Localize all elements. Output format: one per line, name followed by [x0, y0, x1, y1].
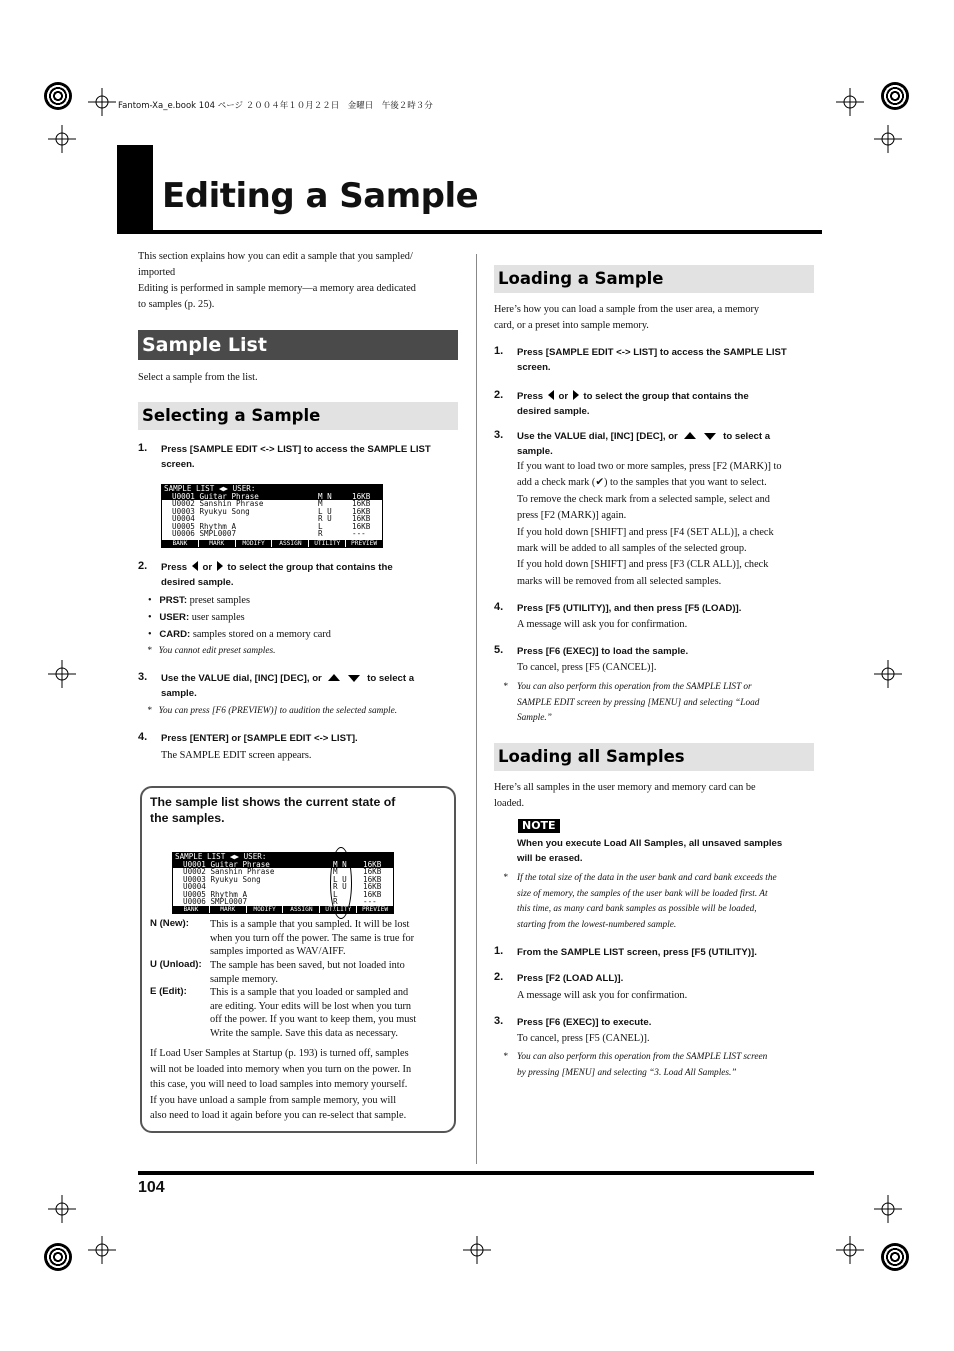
note-text: * You can press [F6 (PREVIEW)] to audition the selected sample. — [147, 706, 398, 716]
registration-mark-icon — [881, 82, 909, 110]
highlight-ellipse — [330, 847, 352, 919]
crosshair-mark-icon — [48, 660, 76, 688]
registration-mark-icon — [881, 1243, 909, 1271]
step-text: Press [F6 (EXEC)] to execute. — [517, 1017, 652, 1028]
step-number: 4. — [138, 731, 148, 743]
note-text: * You cannot edit preset samples. — [147, 646, 276, 656]
right-arrow-icon — [217, 561, 223, 571]
lcd-screen — [161, 484, 383, 548]
lcd-button: PREVIEW — [351, 540, 378, 547]
list-item: • CARD: samples stored on a memory card — [148, 629, 331, 640]
crosshair-mark-icon — [874, 660, 902, 688]
step-text: Press [ENTER] or [SAMPLE EDIT <-> LIST]. — [161, 733, 358, 744]
lcd-row: U0002 Sanshin Phrase M 16KB — [172, 499, 371, 509]
selecting-heading: Selecting a Sample — [138, 402, 458, 430]
note-badge: NOTE — [518, 819, 560, 833]
up-arrow-icon — [684, 432, 696, 439]
page-number: 104 — [138, 1179, 165, 1196]
lcd-row: U0004 R U 16KB — [172, 514, 371, 524]
step-desc: To cancel, press [F5 (CANEL)]. — [517, 1033, 650, 1044]
step-text: Press or to select the group that contains the desired sample. — [161, 562, 393, 588]
lcd-row: U0004 R U 16KB — [183, 882, 382, 892]
step-number: 3. — [138, 671, 148, 683]
lcd-screen — [172, 852, 394, 914]
asterisk: * — [503, 1052, 508, 1062]
step-number: 2. — [494, 389, 504, 401]
callout-heading: The sample list shows the current state of the samples. — [150, 795, 396, 825]
step-text: Press [F2 (LOAD ALL)]. — [517, 973, 624, 984]
step-number: 2. — [494, 971, 504, 983]
intro-text: This section explains how you can edit a sample that you sampled/ imported Editing is performed in sample memory—a memory area dedicated to samples (p. 25). — [138, 251, 416, 310]
definition-list: N (New): This is a sample that you sampled. It will be lost when you turn off the power. The same is true for samples imported as WAV/AIFF. U (Unload): The sample has been saved, but not loaded into sample memory. E (Edit): This is a sample that you loaded or sampled and are editing. Your edits will be lost when you turn off the power. If you want to keep them, you must Write the sample. Save this data as necessary. — [150, 918, 417, 1039]
step-desc: If you want to load two or more samples, press [F2 (MARK)] to add a check mark (✔) to the samples that you want to select. To remove the check mark from a selected sample, select and press [F2 (MARK)] again. If you hold down [SHIFT] and press [F4 (SET ALL)], a check mark will be added to all samples of the selected group. If you hold down [SHIFT] and press [F3 (CLR ALL)], check marks will be removed from all selected samples. — [517, 461, 782, 587]
lcd-function-buttons — [162, 540, 382, 547]
lcd-button: ASSIGN — [272, 540, 309, 547]
asterisk: * — [503, 873, 508, 883]
lcd-button: MARK — [199, 540, 236, 547]
crosshair-mark-icon — [48, 1195, 76, 1223]
step-number: 3. — [494, 1015, 504, 1027]
up-arrow-icon — [328, 674, 340, 681]
left-arrow-icon — [548, 390, 554, 400]
step-text: Press [SAMPLE EDIT <-> LIST] to access the SAMPLE LIST screen. — [161, 444, 431, 470]
lcd-button: MODIFY — [247, 906, 284, 913]
lcd-button: PREVIEW — [362, 906, 389, 913]
note-text: If the total size of the data in the user bank and card bank exceeds the size of memory, the samples of the user bank will be loaded first. At this time, as many card bank samples as possible will be loaded, starting from the lowest-numbered sample. — [517, 873, 777, 930]
title-block — [117, 145, 153, 233]
title-rule — [117, 230, 822, 234]
lcd-button: UTILITY — [309, 540, 346, 547]
crosshair-mark-icon — [463, 1236, 491, 1264]
lcd-button: ASSIGN — [283, 906, 320, 913]
loading-all-intro: Here’s all samples in the user memory and memory card can be loaded. — [494, 782, 756, 809]
step-text: Press [SAMPLE EDIT <-> LIST] to access the SAMPLE LIST screen. — [517, 347, 787, 373]
lcd-title: SAMPLE LIST ◀▶ USER: — [162, 485, 382, 493]
registration-mark-icon — [44, 1243, 72, 1271]
crosshair-mark-icon — [836, 88, 864, 116]
crosshair-mark-icon — [836, 1236, 864, 1264]
lcd-button: BANK — [162, 540, 199, 547]
step-text: Press [F6 (EXEC)] to load the sample. — [517, 646, 689, 657]
step-text: Press or to select the group that contains the desired sample. — [517, 391, 749, 417]
footer-rule — [138, 1171, 814, 1175]
list-item: • USER: user samples — [148, 612, 245, 623]
step-desc: The SAMPLE EDIT screen appears. — [161, 750, 312, 761]
step-number: 1. — [494, 945, 504, 957]
step-text: Press [F5 (UTILITY)], and then press [F5 (LOAD)]. — [517, 603, 742, 614]
loading-all-heading: Loading all Samples — [494, 743, 814, 771]
warning-text: When you execute Load All Samples, all unsaved samples will be erased. — [517, 838, 783, 864]
crosshair-mark-icon — [48, 125, 76, 153]
lcd-row: U0006 SMPL0007 R --- — [172, 528, 366, 538]
left-arrow-icon — [192, 561, 198, 571]
sample-list-desc: Select a sample from the list. — [138, 372, 258, 383]
lcd-function-buttons — [173, 906, 393, 913]
down-arrow-icon — [348, 675, 360, 682]
crosshair-mark-icon — [88, 88, 116, 116]
crosshair-mark-icon — [88, 1236, 116, 1264]
callout-paragraph: If Load User Samples at Startup (p. 193) is turned off, samples will not be loaded into memory when you turn on the power. In this case, you will need to load samples into memory yourself. If you have unload a sample from sample memory, you will also need to load it again before you can re-select that sample. — [150, 1048, 412, 1121]
loading-intro: Here’s how you can load a sample from the user area, a memory card, or a preset into sample memory. — [494, 304, 760, 331]
asterisk: * — [503, 682, 508, 692]
step-text: Use the VALUE dial, [INC] [DEC], or to select a sample. — [161, 673, 415, 699]
lcd-row: U0003 Ryukyu Song L U 16KB — [183, 874, 382, 884]
lcd-row: U0001 Guitar Phrase M N 16KB — [162, 493, 382, 500]
lcd-button: BANK — [173, 906, 210, 913]
lcd-row: U0001 Guitar Phrase M N 16KB — [173, 861, 393, 868]
lcd-row: U0005 Rhythm A L 16KB — [183, 889, 382, 899]
column-divider — [476, 254, 477, 1164]
lcd-row: U0002 Sanshin Phrase M 16KB — [183, 867, 382, 877]
lcd-button: MODIFY — [236, 540, 273, 547]
lcd-row: U0005 Rhythm A L 16KB — [172, 521, 371, 531]
crosshair-mark-icon — [874, 1195, 902, 1223]
lcd-row: U0003 Ryukyu Song L U 16KB — [172, 506, 371, 516]
step-desc: A message will ask you for confirmation. — [517, 619, 688, 630]
step-number: 1. — [494, 345, 504, 357]
lcd-button: MARK — [210, 906, 247, 913]
step-text: From the SAMPLE LIST screen, press [F5 (UTILITY)]. — [517, 947, 757, 958]
sample-list-heading: Sample List — [138, 330, 458, 360]
step-text: Use the VALUE dial, [INC] [DEC], or to select a sample. — [517, 431, 771, 457]
right-arrow-icon — [573, 390, 579, 400]
bullet-list — [148, 592, 331, 643]
step-number: 5. — [494, 644, 504, 656]
loading-heading: Loading a Sample — [494, 265, 814, 293]
list-item: • PRST: preset samples — [148, 595, 250, 606]
lcd-button: UTILITY — [320, 906, 357, 913]
step-desc: A message will ask you for confirmation. — [517, 990, 688, 1001]
note-text: You can also perform this operation from the SAMPLE LIST screen by pressing [MENU] and selecting “3. Load All Samples.” — [517, 1052, 768, 1078]
registration-mark-icon — [44, 82, 72, 110]
page-title: Editing a Sample — [162, 176, 479, 216]
step-number: 3. — [494, 429, 504, 441]
step-number: 1. — [138, 442, 148, 454]
down-arrow-icon — [704, 433, 716, 440]
crosshair-mark-icon — [874, 125, 902, 153]
print-header: Fantom-Xa_e.book 104 ページ ２００４年１０月２２日 金曜日 午後２時３分 — [118, 101, 433, 111]
lcd-row: U0006 SMPL0007 R --- — [183, 896, 377, 906]
step-desc: To cancel, press [F5 (CANCEL)]. — [517, 662, 657, 673]
lcd-title: SAMPLE LIST ◀▶ USER: — [173, 853, 393, 861]
note-text: You can also perform this operation from the SAMPLE LIST or SAMPLE EDIT screen by pressing [MENU] and selecting “Load Sample.” — [517, 682, 760, 723]
step-number: 4. — [494, 601, 504, 613]
step-number: 2. — [138, 560, 148, 572]
